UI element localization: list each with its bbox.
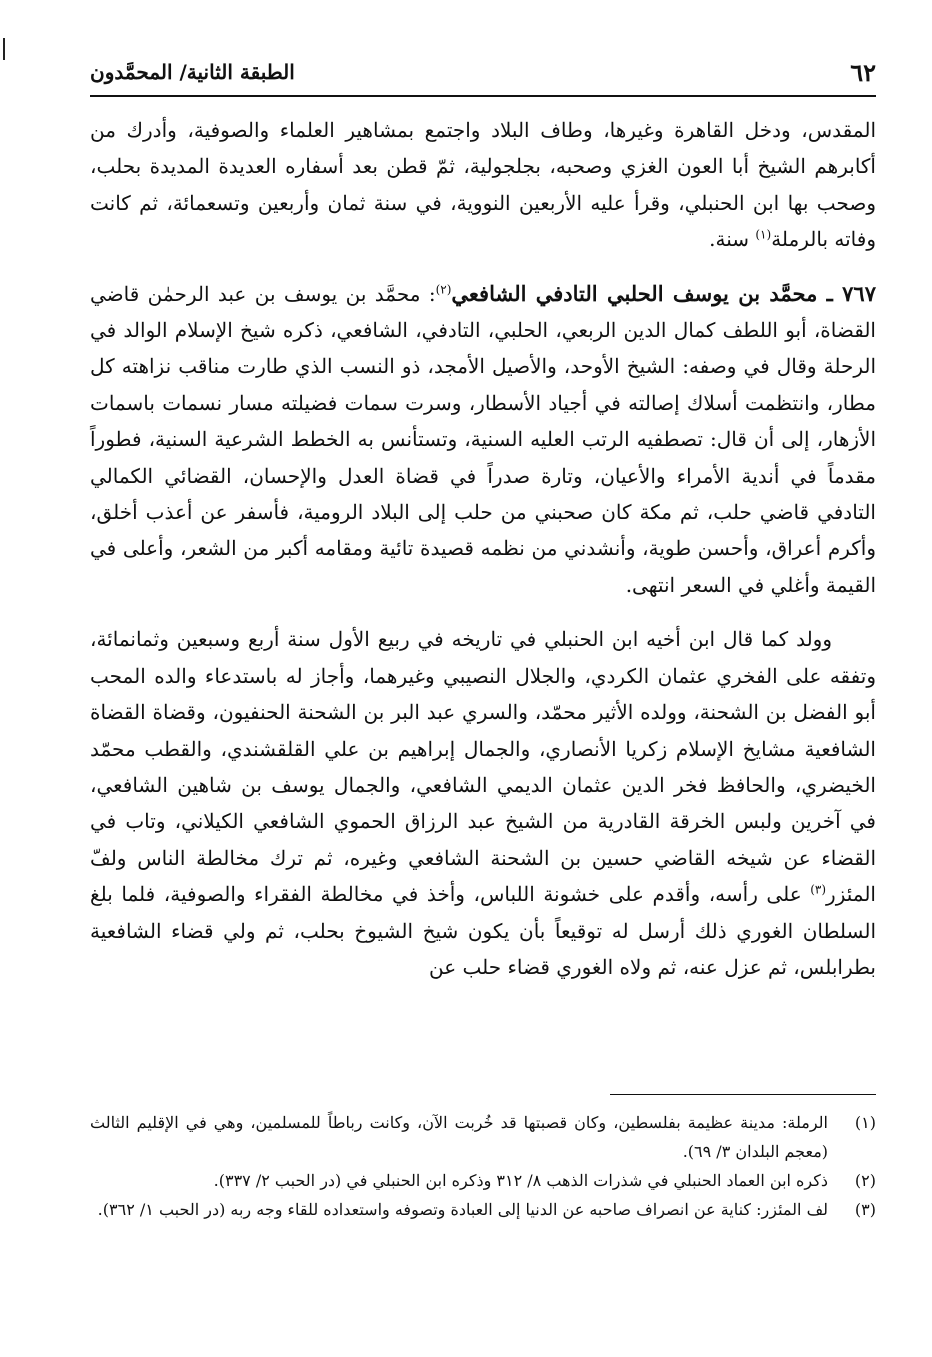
- footnote-divider: [610, 1094, 876, 1095]
- footnote-reference: (١): [755, 227, 772, 242]
- footnote-reference: (٢): [435, 281, 452, 296]
- footnote: [90, 1108, 876, 1166]
- paragraph-text: : محمَّد بن يوسف بن عبد الرحمٰن قاضي القضاة، أبو اللطف كمال الدين الربعي، الحلبي، التادفي، الشافعي، ذكره شيخ الإسلام الوالد في الرحلة وقال في وصفه: الشيخ الأوحد، والأصيل الأمجد، ذو النسب الذي طارت مناقب نزاهته كل مطار، وانتظمت أسلاك إصالته في أجياد الأسطار، وسرت سمات فضيلته مسار نسمات باسمات الأزهار، إلى أن قال: تصطفيه الرتب العليه السنية، وتستأنس به الخطط الشرعية السنية، فطوراً مقدماً في أندية الأمراء والأعيان، وتارة صدراً في قضاة العدل والإحسان، القضائي الكمالي التادفي قاضي حلب، ثم مكة كان صحبني من حلب إلى البلاد الرومية، فأسفر عن أعذب أخلق، وأكرم أعراق، وأحسن طوية، وأنشدني من نظمه قصيدة تائية ومقامه أكبر من الشعر، وأعلى في القيمة وأغلي في السعر انتهى.: [90, 281, 876, 597]
- paragraph: [90, 621, 876, 985]
- header-divider: [90, 95, 876, 97]
- footnote-text: الرملة: مدينة عظيمة بفلسطين، وكان قصبتها قد خُربت الآن، وكانت رباطاً للمسلمين، وهي في الإقليم الثالث (معجم البلدان ٣/ ٦٩).: [90, 1113, 828, 1161]
- paragraph-text: وولد كما قال ابن أخيه ابن الحنبلي في تاريخه في ربيع الأول سنة أربع وسبعين وثمانمائة، وتفقه على الفخري عثمان الكردي، والجلال النصيبي وغيرهما، وأجاز له باستدعاء والده المحب أبو الفضل بن الشحنة، وولده الأثير محمّد، والسري عبد البر بن الشحنة الحنفيون، وقضاة القضاة الشافعية مشايخ الإسلام زكريا الأنصاري، والجمال إبراهيم بن علي القلقشندي، والقطب محمّد الخيضري، والحافظ فخر الدين عثمان الديمي الشافعي، والجمال يوسف بن شاهين الشافعي، في آخرين ولبس الخرقة القادرية من الشيخ عبد الرزاق الحموي الشافعي الكيلاني، وتاب في القضاء عن شيخه القاضي حسين بن الشحنة الشافعي وغيره، ثم ترك مخالطة الناس ولفّ المئزر: [90, 627, 877, 907]
- paragraph-text: على رأسه، وأقدم على خشونة اللباس، وأخذ في مخالطة الفقراء والصوفية، فلما بلغ السلطان الغوري ذلك أرسل له توقيعاً بأن يكون شيخ الشيوخ بحلب، ثم ولي قضاء الشافعية بطرابلس، ثم عزل عنه، ثم ولاه الغوري قضاء حلب عن: [90, 882, 877, 979]
- footnote: [90, 1195, 876, 1224]
- page-number: ٦٢: [850, 57, 876, 87]
- footnote-reference: (٣): [810, 882, 827, 897]
- main-text: [90, 112, 876, 985]
- paragraph-text: المقدس، ودخل القاهرة وغيرها، وطاف البلاد واجتمع بمشاهير العلماء والصوفية، وأدرك من أكابرهم الشيخ أبا العون الغزي وصحبه، بجلجولية، ثمّ قطن بعد أسفاره العديدة المديدة بحلب، وصحب بها ابن الحنبلي، وقرأ عليه الأربعين النووية، في سنة ثمان وأربعين وتسعمائة، ثم كانت وفاته بالرملة: [90, 118, 876, 252]
- biography-entry: [90, 276, 876, 604]
- footnotes: [90, 1108, 876, 1224]
- footnote-marker: (٢): [854, 1171, 876, 1190]
- footnote-marker: (٣): [854, 1200, 876, 1219]
- paragraph-continuation: [90, 112, 876, 258]
- footnote-text: لف المئزر: كناية عن انصراف صاحبه عن الدنيا إلى العبادة وتصوفه واستعداده للقاء وجه ربه (در الحبب ١/ ٣٦٢).: [97, 1200, 828, 1219]
- running-title: الطبقة الثانية/ المحمَّدون: [90, 60, 295, 84]
- paragraph-text: سنة.: [709, 227, 756, 252]
- footnote-text: ذكره ابن العماد الحنبلي في شذرات الذهب ٨/ ٣١٢ وذكره ابن الحنبلي في (در الحبب ٢/ ٣٣٧).: [213, 1171, 828, 1190]
- scan-edge-mark: [3, 38, 5, 60]
- footnote-marker: (١): [854, 1113, 876, 1132]
- footnote: [90, 1166, 876, 1195]
- page-header: [90, 52, 876, 92]
- entry-heading: ٧٦٧ ـ محمَّد بن يوسف الحلبي التادفي الشافعي: [451, 280, 876, 306]
